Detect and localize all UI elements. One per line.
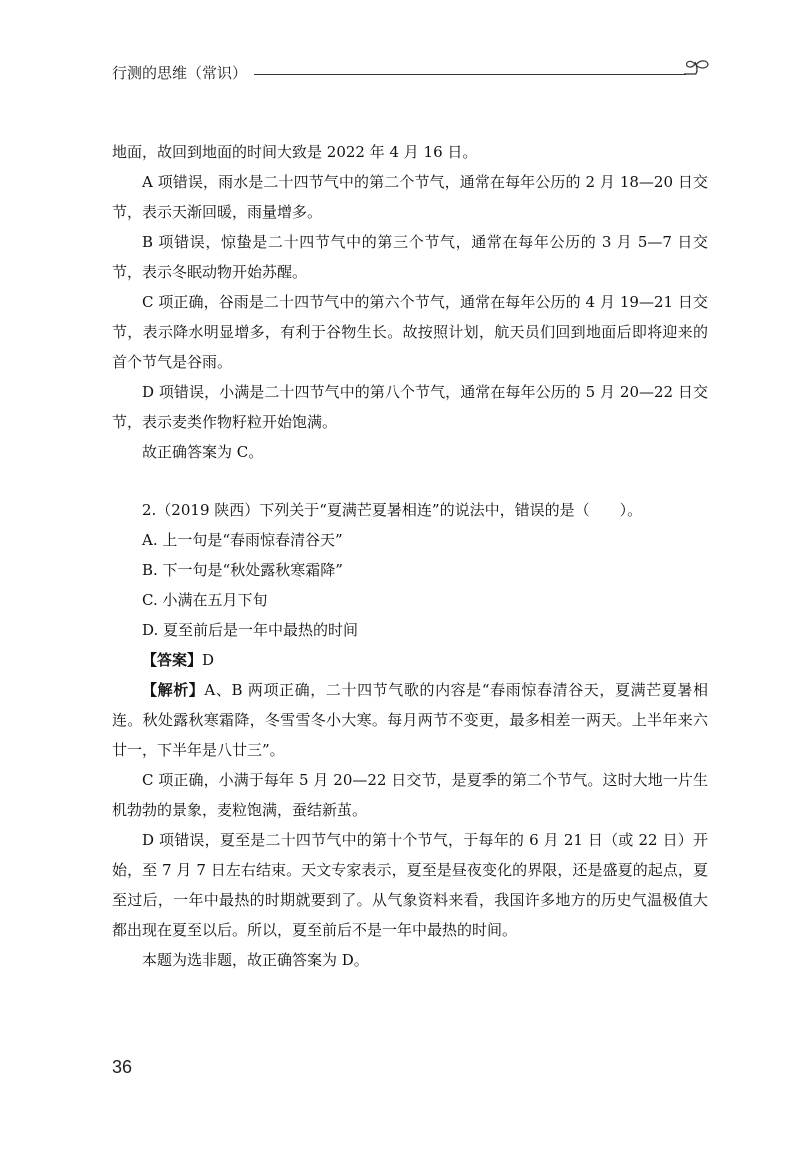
analysis-text: A、B 两项正确，二十四节气歌的内容是“春雨惊春清谷天，夏满芒夏暑相连。秋处露秋寒霜降，冬雪雪冬小大寒。每月两节不变更，最多相差一两天。上半年来六廿一，下半年是八廿三”。 bbox=[112, 681, 708, 759]
question-option: C. 小满在五月下旬 bbox=[142, 591, 268, 609]
question-option: D. 夏至前后是一年中最热的时间 bbox=[142, 621, 359, 639]
paragraph-answer: 故正确答案为 C。 bbox=[142, 443, 264, 461]
page-number: 36 bbox=[112, 1057, 133, 1077]
answer-label: 【答案】 bbox=[142, 651, 203, 669]
sprout-icon bbox=[682, 56, 712, 80]
answer-line bbox=[112, 645, 708, 675]
header-rule bbox=[254, 74, 686, 75]
conclusion: 本题为选非题，故正确答案为 D。 bbox=[142, 951, 369, 969]
question-option: B. 下一句是“秋处露秋寒霜降” bbox=[142, 561, 343, 579]
analysis-option-d: D 项错误，夏至是二十四节气中的第十个节气，于每年的 6 月 21 日（或 22 日）开始，至 7 月 7 日左右结束。天文专家表示，夏至是昼夜变化的界限，还是盛夏的起点，夏至过后，一年中最热的时期就要到了。从气象资料来看，我国许多地方的历史气温极值大都出现在夏至以后。所以，夏至前后不是一年中最热的时间。 bbox=[112, 831, 708, 939]
paragraph-continuation: 地面，故回到地面的时间大致是 2022 年 4 月 16 日。 bbox=[112, 143, 478, 161]
body-text bbox=[112, 137, 708, 975]
paragraph-option-a: A 项错误，雨水是二十四节气中的第二个节气，通常在每年公历的 2 月 18—20 日交节，表示天渐回暖，雨量增多。 bbox=[112, 173, 708, 221]
analysis-option-c: C 项正确，小满于每年 5 月 20—22 日交节，是夏季的第二个节气。这时大地一片生机勃勃的景象，麦粒饱满，蚕结新茧。 bbox=[112, 771, 708, 819]
analysis-label: 【解析】 bbox=[142, 681, 205, 699]
question-stem: 2.（2019 陕西）下列关于“夏满芒夏暑相连”的说法中，错误的是（ ）。 bbox=[142, 501, 643, 519]
analysis-paragraph bbox=[112, 675, 708, 765]
answer-value: D bbox=[202, 651, 215, 669]
paragraph-option-d: D 项错误，小满是二十四节气中的第八个节气，通常在每年公历的 5 月 20—22 日交节，表示麦类作物籽粒开始饱满。 bbox=[112, 383, 708, 431]
running-header bbox=[112, 56, 712, 84]
header-title: 行测的思维（常识） bbox=[112, 64, 248, 82]
paragraph-option-b: B 项错误，惊蛰是二十四节气中的第三个节气，通常在每年公历的 3 月 5—7 日交节，表示冬眠动物开始苏醒。 bbox=[112, 233, 708, 281]
question-option: A. 上一句是“春雨惊春清谷天” bbox=[142, 531, 343, 549]
paragraph-option-c: C 项正确，谷雨是二十四节气中的第六个节气，通常在每年公历的 4 月 19—21 日交节，表示降水明显增多，有利于谷物生长。故按照计划，航天员们回到地面后即将迎来的首个节气是谷雨。 bbox=[112, 293, 708, 371]
